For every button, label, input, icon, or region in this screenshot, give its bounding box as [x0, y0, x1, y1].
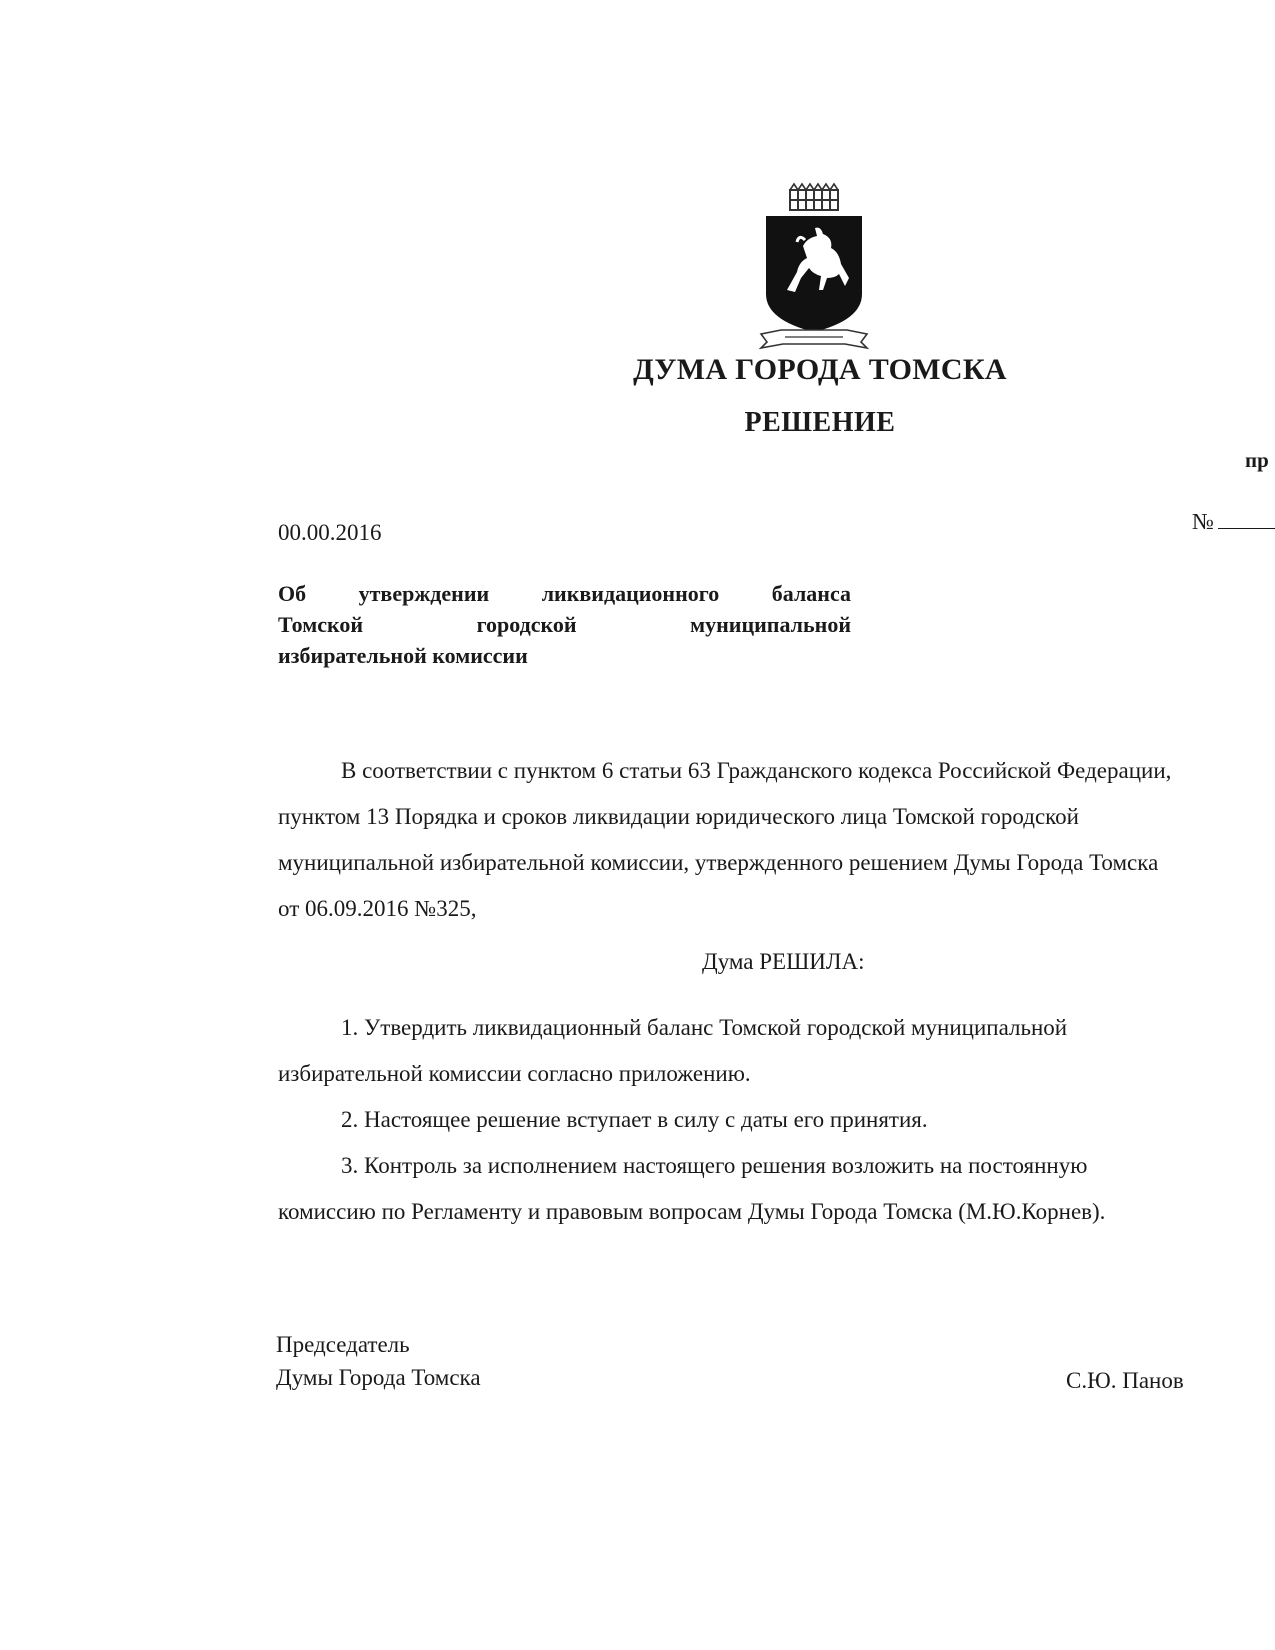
signer-title: [276, 1328, 481, 1394]
subject-line: Об утверждении ликвидационного баланса: [278, 581, 851, 606]
preamble: [278, 748, 1275, 932]
signer-title-line: Председатель: [276, 1332, 410, 1357]
item-2: 2. Настоящее решение вступает в силу с даты его принятия.: [341, 1107, 928, 1132]
document-subject: [278, 578, 851, 671]
organization-title: ДУМА ГОРОДА ТОМСКА: [633, 353, 1007, 386]
number-label: №: [1192, 509, 1214, 534]
item-1-line: 1. Утвердить ликвидационный баланс Томской городской муниципальной: [341, 1015, 1068, 1040]
preamble-line: муниципальной избирательной комиссии, утвержденного решением Думы Города Томска: [278, 850, 1159, 875]
number-blank-line: [1218, 508, 1275, 529]
preamble-line: пунктом 13 Порядка и сроков ликвидации юридического лица Томской городской: [278, 804, 1079, 829]
item-3-line: комиссию по Регламенту и правовым вопросам Думы Города Томска (М.Ю.Корнев).: [278, 1199, 1106, 1224]
signer-title-line: Думы Города Томска: [276, 1365, 481, 1390]
item-1-line: избирательной комиссии согласно приложению.: [278, 1061, 751, 1086]
preamble-line: от 06.09.2016 №325,: [278, 896, 477, 921]
preamble-line: В соответствии с пунктом 6 статьи 63 Гражданского кодекса Российской Федерации,: [341, 758, 1172, 783]
resolved-heading: Дума РЕШИЛА:: [702, 949, 865, 974]
item-3-line: 3. Контроль за исполнением настоящего решения возложить на постоянную: [341, 1153, 1088, 1178]
tomsk-coat-of-arms-icon: [757, 182, 871, 352]
document-date: 00.00.2016: [278, 520, 382, 545]
subject-line: избирательной комиссии: [278, 643, 528, 668]
document-number: [1192, 508, 1275, 535]
signer-name: С.Ю. Панов: [1066, 1368, 1184, 1393]
document-type-heading: РЕШЕНИЕ: [744, 407, 896, 438]
project-mark: пр: [1245, 448, 1269, 472]
decision-items: [278, 1005, 1275, 1235]
subject-line: Томской городской муниципальной: [278, 612, 851, 637]
